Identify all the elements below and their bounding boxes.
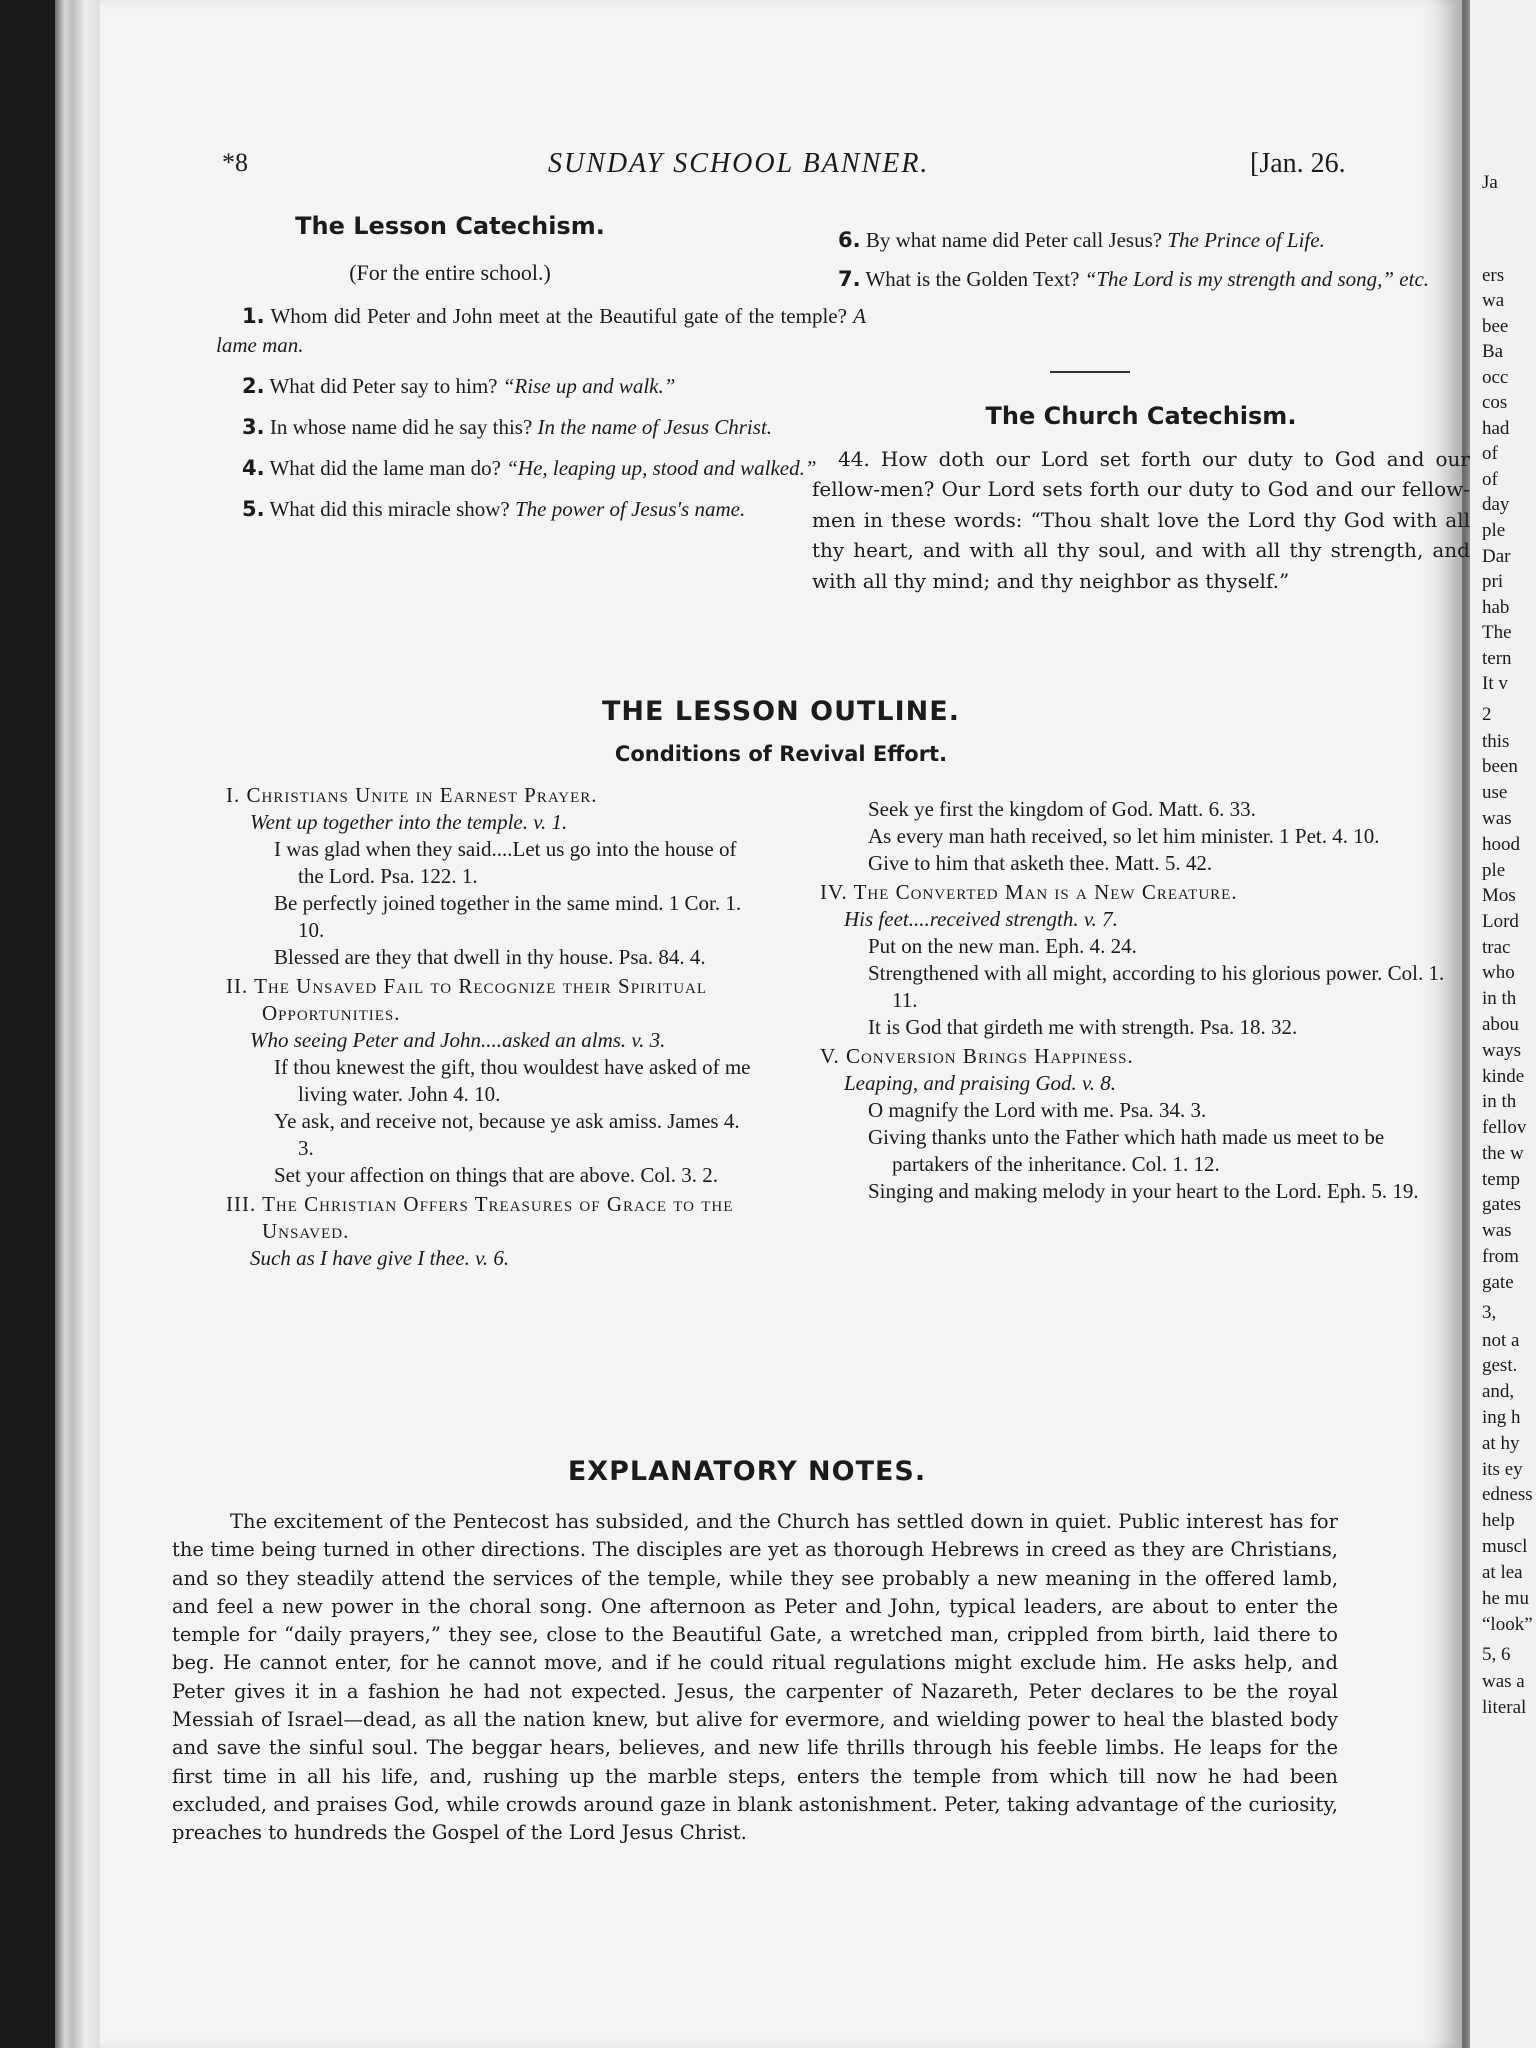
- outline-heading: I. Christians Unite in Earnest Prayer.: [226, 783, 598, 807]
- next-page-text: was a: [1482, 1671, 1525, 1692]
- outline-scripture-reference: O magnify the Lord with me. Psa. 34. 3.: [868, 1098, 1207, 1122]
- outline-scripture-reference: Be perfectly joined together in the same mind. 1 Cor. 1. 10.: [274, 891, 742, 942]
- lesson-catechism-left: [216, 302, 866, 536]
- notes-title: EXPLANATORY NOTES.: [567, 1456, 927, 1487]
- outline-text-reference: Leaping, and praising God. v. 8.: [844, 1071, 1117, 1095]
- next-page-text: ple: [1482, 860, 1506, 881]
- outline-text-reference: Such as I have give I thee. v. 6.: [250, 1246, 510, 1270]
- next-page-text: hab: [1482, 597, 1510, 618]
- question-answer: “He, leaping up, stood and walked.”: [506, 456, 817, 480]
- outline-scripture-reference: Put on the new man. Eph. 4. 24.: [868, 934, 1137, 958]
- question-text: What is the Golden Text?: [865, 267, 1080, 291]
- outline-right-column: [794, 796, 1464, 1205]
- question-number: 7.: [838, 267, 861, 291]
- catechism-question: [216, 413, 866, 442]
- next-page-text: not a: [1482, 1330, 1520, 1351]
- outline-scripture-reference: I was glad when they said....Let us go into the house of the Lord. Psa. 122. 1.: [274, 837, 737, 888]
- next-page-text: was: [1482, 1220, 1512, 1241]
- book-page: [100, 0, 1470, 2048]
- next-page-text: pri: [1482, 571, 1504, 592]
- church-catechism-title: The Church Catechism.: [985, 402, 1297, 430]
- page-edges: [55, 0, 105, 2048]
- next-page-text: kinde: [1482, 1066, 1525, 1087]
- next-page-text: at hy: [1482, 1433, 1520, 1454]
- next-page-text: in th: [1482, 1091, 1517, 1112]
- outline-title: THE LESSON OUTLINE.: [602, 696, 960, 727]
- church-catechism-body: 44. How doth our Lord set forth our duty to God and our fellow-men? Our Lord sets forth our duty to God and our fellow-men in these words: “Thou shalt love the Lord thy God with all thy heart, and with all thy soul, and with all thy strength, and with all thy mind; and thy neighbor as thyself.”: [812, 447, 1470, 593]
- question-answer: The Prince of Life.: [1167, 228, 1325, 252]
- next-page-text: ways: [1482, 1040, 1522, 1061]
- next-page-text: hood: [1482, 834, 1520, 855]
- outline-scripture-reference: Seek ye first the kingdom of God. Matt. 6. 33.: [868, 797, 1256, 821]
- outline-heading: II. The Unsaved Fail to Recognize their Spiritual Opportunities.: [226, 974, 708, 1025]
- next-page-text: this: [1482, 731, 1510, 752]
- question-text: What did Peter say to him?: [269, 374, 498, 398]
- lesson-catechism-right: [812, 226, 1470, 304]
- catechism-question: [216, 372, 866, 401]
- next-page-text: ing h: [1482, 1407, 1521, 1428]
- next-page-text: gate: [1482, 1272, 1514, 1293]
- explanatory-notes: [172, 1508, 1338, 1848]
- outline-text-reference: Went up together into the temple. v. 1.: [250, 810, 568, 834]
- outline-scripture-reference: Ye ask, and receive not, because ye ask amiss. James 4. 3.: [274, 1109, 740, 1160]
- next-page-text: Ba: [1482, 341, 1504, 362]
- next-page-text: cos: [1482, 392, 1508, 413]
- church-catechism-text: [812, 444, 1470, 596]
- question-number: 2.: [242, 374, 265, 398]
- outline-scripture-reference: It is God that girdeth me with strength. Psa. 18. 32.: [868, 1015, 1298, 1039]
- issue-date: [Jan. 26.: [1250, 148, 1346, 179]
- next-page-text: of: [1482, 469, 1498, 490]
- next-page-text: “look”: [1482, 1614, 1533, 1635]
- outline-scripture-reference: Blessed are they that dwell in thy house. Psa. 84. 4.: [274, 945, 706, 969]
- question-text: By what name did Peter call Jesus?: [865, 228, 1163, 252]
- next-page-fragment: [1470, 0, 1536, 2048]
- separator-rule: [1050, 371, 1130, 373]
- next-page-text: gest.: [1482, 1355, 1518, 1376]
- outline-scripture-reference: Set your affection on things that are above. Col. 3. 2.: [274, 1163, 719, 1187]
- next-page-text: 2: [1482, 704, 1492, 725]
- notes-paragraph: The excitement of the Pentecost has subsided, and the Church has settled down in quiet. Public interest has for the time being turned in other directions. The disciples are yet as thorough Hebrews in creed as they are Christians, and so they steadily attend the services of the temple, while they see probably a new meaning in the offered lamb, and feel a new power in the choral song. One afternoon as Peter and John, typical leaders, are about to enter the temple for “daily prayers,” they see, close to the Beautiful Gate, a wretched man, crippled from birth, laid there to beg. He cannot enter, for he cannot move, and if he could ritual regulations might exclude him. He asks help, and Peter gives it in a fashion he had not expected. Jesus, the carpenter of Nazareth, Peter declares to be the royal Messiah of Israel—dead, as all the nation knew, but alive for evermore, and wielding power to heal the blasted body and save the sinful soul. The beggar hears, believes, and new life thrills through his feeble limbs. He leaps for the first time in all his life, and, rushing up the marble steps, enters the temple from which till now he had been excluded, and praises God, while crowds around gaze in blank astonishment. Peter, taking advantage of the curiosity, preaches to hundreds the Gospel of the Lord Jesus Christ.: [172, 1510, 1338, 1845]
- next-page-text: muscl: [1482, 1536, 1528, 1557]
- question-answer: “Rise up and walk.”: [502, 374, 676, 398]
- lesson-catechism-title: The Lesson Catechism.: [295, 212, 605, 240]
- outline-heading: V. Conversion Brings Happiness.: [820, 1044, 1134, 1068]
- next-page-text: ers: [1482, 265, 1505, 286]
- next-page-text: tern: [1482, 648, 1512, 669]
- outline-text-reference: Who seeing Peter and John....asked an alms. v. 3.: [250, 1028, 666, 1052]
- outline-heading: IV. The Converted Man is a New Creature.: [820, 880, 1238, 904]
- catechism-question: [216, 302, 866, 360]
- next-page-text: from: [1482, 1246, 1519, 1267]
- question-answer: The power of Jesus's name.: [515, 497, 746, 521]
- outline-text-reference: His feet....received strength. v. 7.: [844, 907, 1118, 931]
- catechism-question: [216, 454, 866, 483]
- next-page-text: Ja: [1482, 172, 1498, 193]
- next-page-text: fellov: [1482, 1117, 1527, 1138]
- next-page-text: temp: [1482, 1169, 1520, 1190]
- question-number: 1.: [242, 304, 265, 328]
- next-page-text: in th: [1482, 988, 1517, 1009]
- catechism-question: [812, 265, 1470, 294]
- question-answer: A lame man.: [216, 304, 866, 357]
- next-page-text: edness: [1482, 1484, 1533, 1505]
- next-page-text: literal: [1482, 1697, 1527, 1718]
- next-page-text: Dar: [1482, 546, 1511, 567]
- question-text: What did this miracle show?: [269, 497, 510, 521]
- question-text: What did the lame man do?: [269, 456, 501, 480]
- question-answer: In the name of Jesus Christ.: [537, 415, 773, 439]
- outline-scripture-reference: Giving thanks unto the Father which hath made us meet to be partakers of the inheritance. Col. 1. 12.: [868, 1125, 1385, 1176]
- next-page-text: 3,: [1482, 1302, 1497, 1323]
- question-number: 4.: [242, 456, 265, 480]
- outline-scripture-reference: Singing and making melody in your heart to the Lord. Eph. 5. 19.: [868, 1179, 1419, 1203]
- next-page-text: at lea: [1482, 1562, 1523, 1583]
- next-page-text: he mu: [1482, 1588, 1529, 1609]
- next-page-text: gates: [1482, 1194, 1522, 1215]
- next-page-text: and,: [1482, 1381, 1515, 1402]
- catechism-question: [216, 495, 866, 524]
- next-page-text: of: [1482, 443, 1498, 464]
- next-page-text: ple: [1482, 520, 1506, 541]
- next-page-text: occ: [1482, 367, 1509, 388]
- next-page-text: its ey: [1482, 1459, 1523, 1480]
- next-page-text: abou: [1482, 1014, 1519, 1035]
- next-page-text: Lord: [1482, 911, 1519, 932]
- question-text: Whom did Peter and John meet at the Beautiful gate of the temple?: [270, 304, 847, 328]
- catechism-question: [812, 226, 1470, 255]
- next-page-text: It v: [1482, 673, 1508, 694]
- next-page-text: Mos: [1482, 885, 1516, 906]
- question-number: 5.: [242, 497, 265, 521]
- outline-scripture-reference: If thou knewest the gift, thou wouldest have asked of me living water. John 4. 10.: [274, 1055, 751, 1106]
- outline-scripture-reference: As every man hath received, so let him minister. 1 Pet. 4. 10.: [868, 824, 1380, 848]
- outline-subtitle: Conditions of Revival Effort.: [614, 742, 948, 766]
- next-page-text: been: [1482, 756, 1518, 777]
- question-number: 3.: [242, 415, 265, 439]
- next-page-text: had: [1482, 418, 1510, 439]
- question-answer: “The Lord is my strength and song,” etc.: [1084, 267, 1430, 291]
- next-page-text: use: [1482, 782, 1508, 803]
- running-title: SUNDAY SCHOOL BANNER.: [548, 148, 930, 179]
- outline-scripture-reference: Give to him that asketh thee. Matt. 5. 42.: [868, 851, 1213, 875]
- page-number: *8: [222, 148, 248, 177]
- next-page-text: 5, 6: [1482, 1644, 1511, 1665]
- next-page-text: help: [1482, 1510, 1515, 1531]
- next-page-text: The: [1482, 622, 1512, 643]
- next-page-text: the w: [1482, 1143, 1524, 1164]
- next-page-text: was: [1482, 808, 1512, 829]
- question-number: 6.: [838, 228, 861, 252]
- next-page-text: bee: [1482, 316, 1509, 337]
- next-page-text: wa: [1482, 290, 1505, 311]
- outline-left-column: [200, 780, 760, 1272]
- outline-scripture-reference: Strengthened with all might, according to his glorious power. Col. 1. 11.: [868, 961, 1445, 1012]
- next-page-text: day: [1482, 494, 1510, 515]
- outline-heading: III. The Christian Offers Treasures of Grace to the Unsaved.: [226, 1192, 734, 1243]
- question-text: In whose name did he say this?: [269, 415, 533, 439]
- next-page-text: trac: [1482, 937, 1511, 958]
- next-page-text: who: [1482, 962, 1515, 983]
- lesson-catechism-subtitle: (For the entire school.): [349, 260, 551, 285]
